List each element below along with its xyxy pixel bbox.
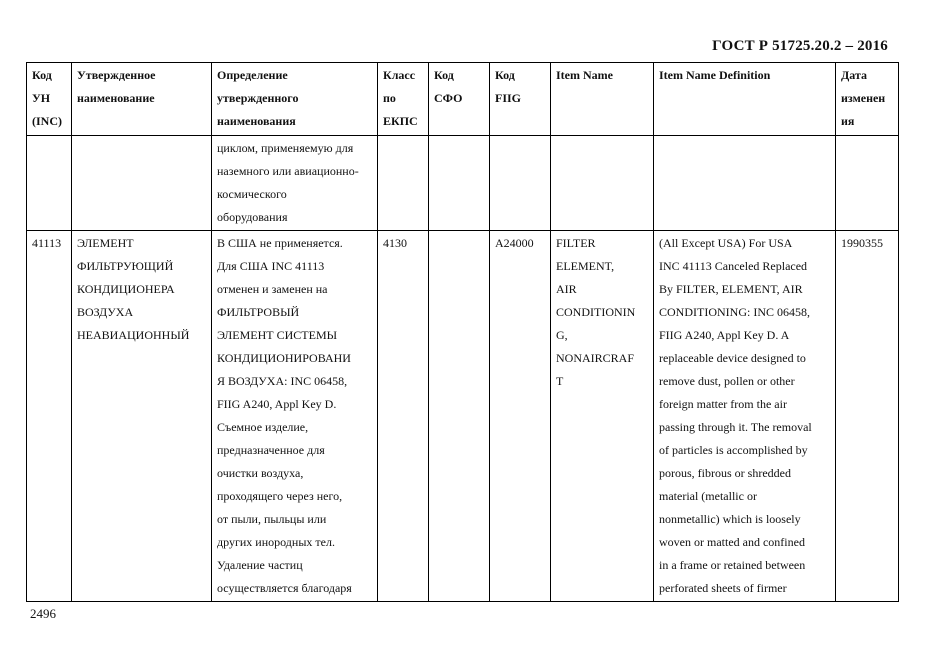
cell-approved-name <box>72 136 212 231</box>
cell-ekps-class: 4130 <box>378 231 429 602</box>
cell-item-name <box>551 136 654 231</box>
cell-sfo <box>429 136 490 231</box>
document-code: ГОСТ Р 51725.20.2 – 2016 <box>712 38 888 54</box>
cell-definition: циклом, применяемую для наземного или авиационно- космического оборудования <box>212 136 378 231</box>
cell-date <box>836 136 899 231</box>
header-date: Дата изменен ия <box>836 63 899 136</box>
cell-fiig <box>490 136 551 231</box>
cell-definition: В США не применяется. Для США INC 41113 отменен и заменен на ФИЛЬТРОВЫЙ ЭЛЕМЕНТ СИСТЕМЫ КОНДИЦИОНИРОВАНИ Я ВОЗДУХА: INC 06458, FIIG A240, Appl Key D. Съемное изделие, предназначенное для очистки воздуха, проходящего через него, от пыли, пыльцы или других инородных тел. Удаление частиц осуществляется благодаря <box>212 231 378 602</box>
cell-item-definition: (All Except USA) For USA INC 41113 Canceled Replaced By FILTER, ELEMENT, AIR CONDITIONING: INC 06458, FIIG A240, Appl Key D. A replaceable device designed to remove dust, pollen or other foreign matter from the air passing through it. The removal of particles is accomplished by porous, fibrous or shredded material (metallic or nonmetallic) which is loosely woven or matted and confined in a frame or retained between perforated sheets of firmer <box>654 231 836 602</box>
cell-inc: 41113 <box>27 231 72 602</box>
cell-approved-name: ЭЛЕМЕНТ ФИЛЬТРУЮЩИЙ КОНДИЦИОНЕРА ВОЗДУХА НЕАВИАЦИОННЫЙ <box>72 231 212 602</box>
page-number: 2496 <box>30 606 56 621</box>
table-header-row <box>27 63 899 136</box>
table-row <box>27 136 899 231</box>
cell-item-definition <box>654 136 836 231</box>
header-sfo: Код СФО <box>429 63 490 136</box>
header-definition: Определение утвержденного наименования <box>212 63 378 136</box>
cell-sfo <box>429 231 490 602</box>
classification-table <box>26 62 899 602</box>
table-row <box>27 231 899 602</box>
cell-ekps-class <box>378 136 429 231</box>
header-inc: Код УН (INC) <box>27 63 72 136</box>
header-ekps-class: Класс по ЕКПС <box>378 63 429 136</box>
cell-date: 1990355 <box>836 231 899 602</box>
header-approved-name: Утвержденное наименование <box>72 63 212 136</box>
header-item-definition: Item Name Definition <box>654 63 836 136</box>
cell-item-name: FILTER ELEMENT, AIR CONDITIONIN G, NONAIRCRAF T <box>551 231 654 602</box>
header-item-name: Item Name <box>551 63 654 136</box>
header-fiig: Код FIIG <box>490 63 551 136</box>
cell-fiig: A24000 <box>490 231 551 602</box>
cell-inc <box>27 136 72 231</box>
